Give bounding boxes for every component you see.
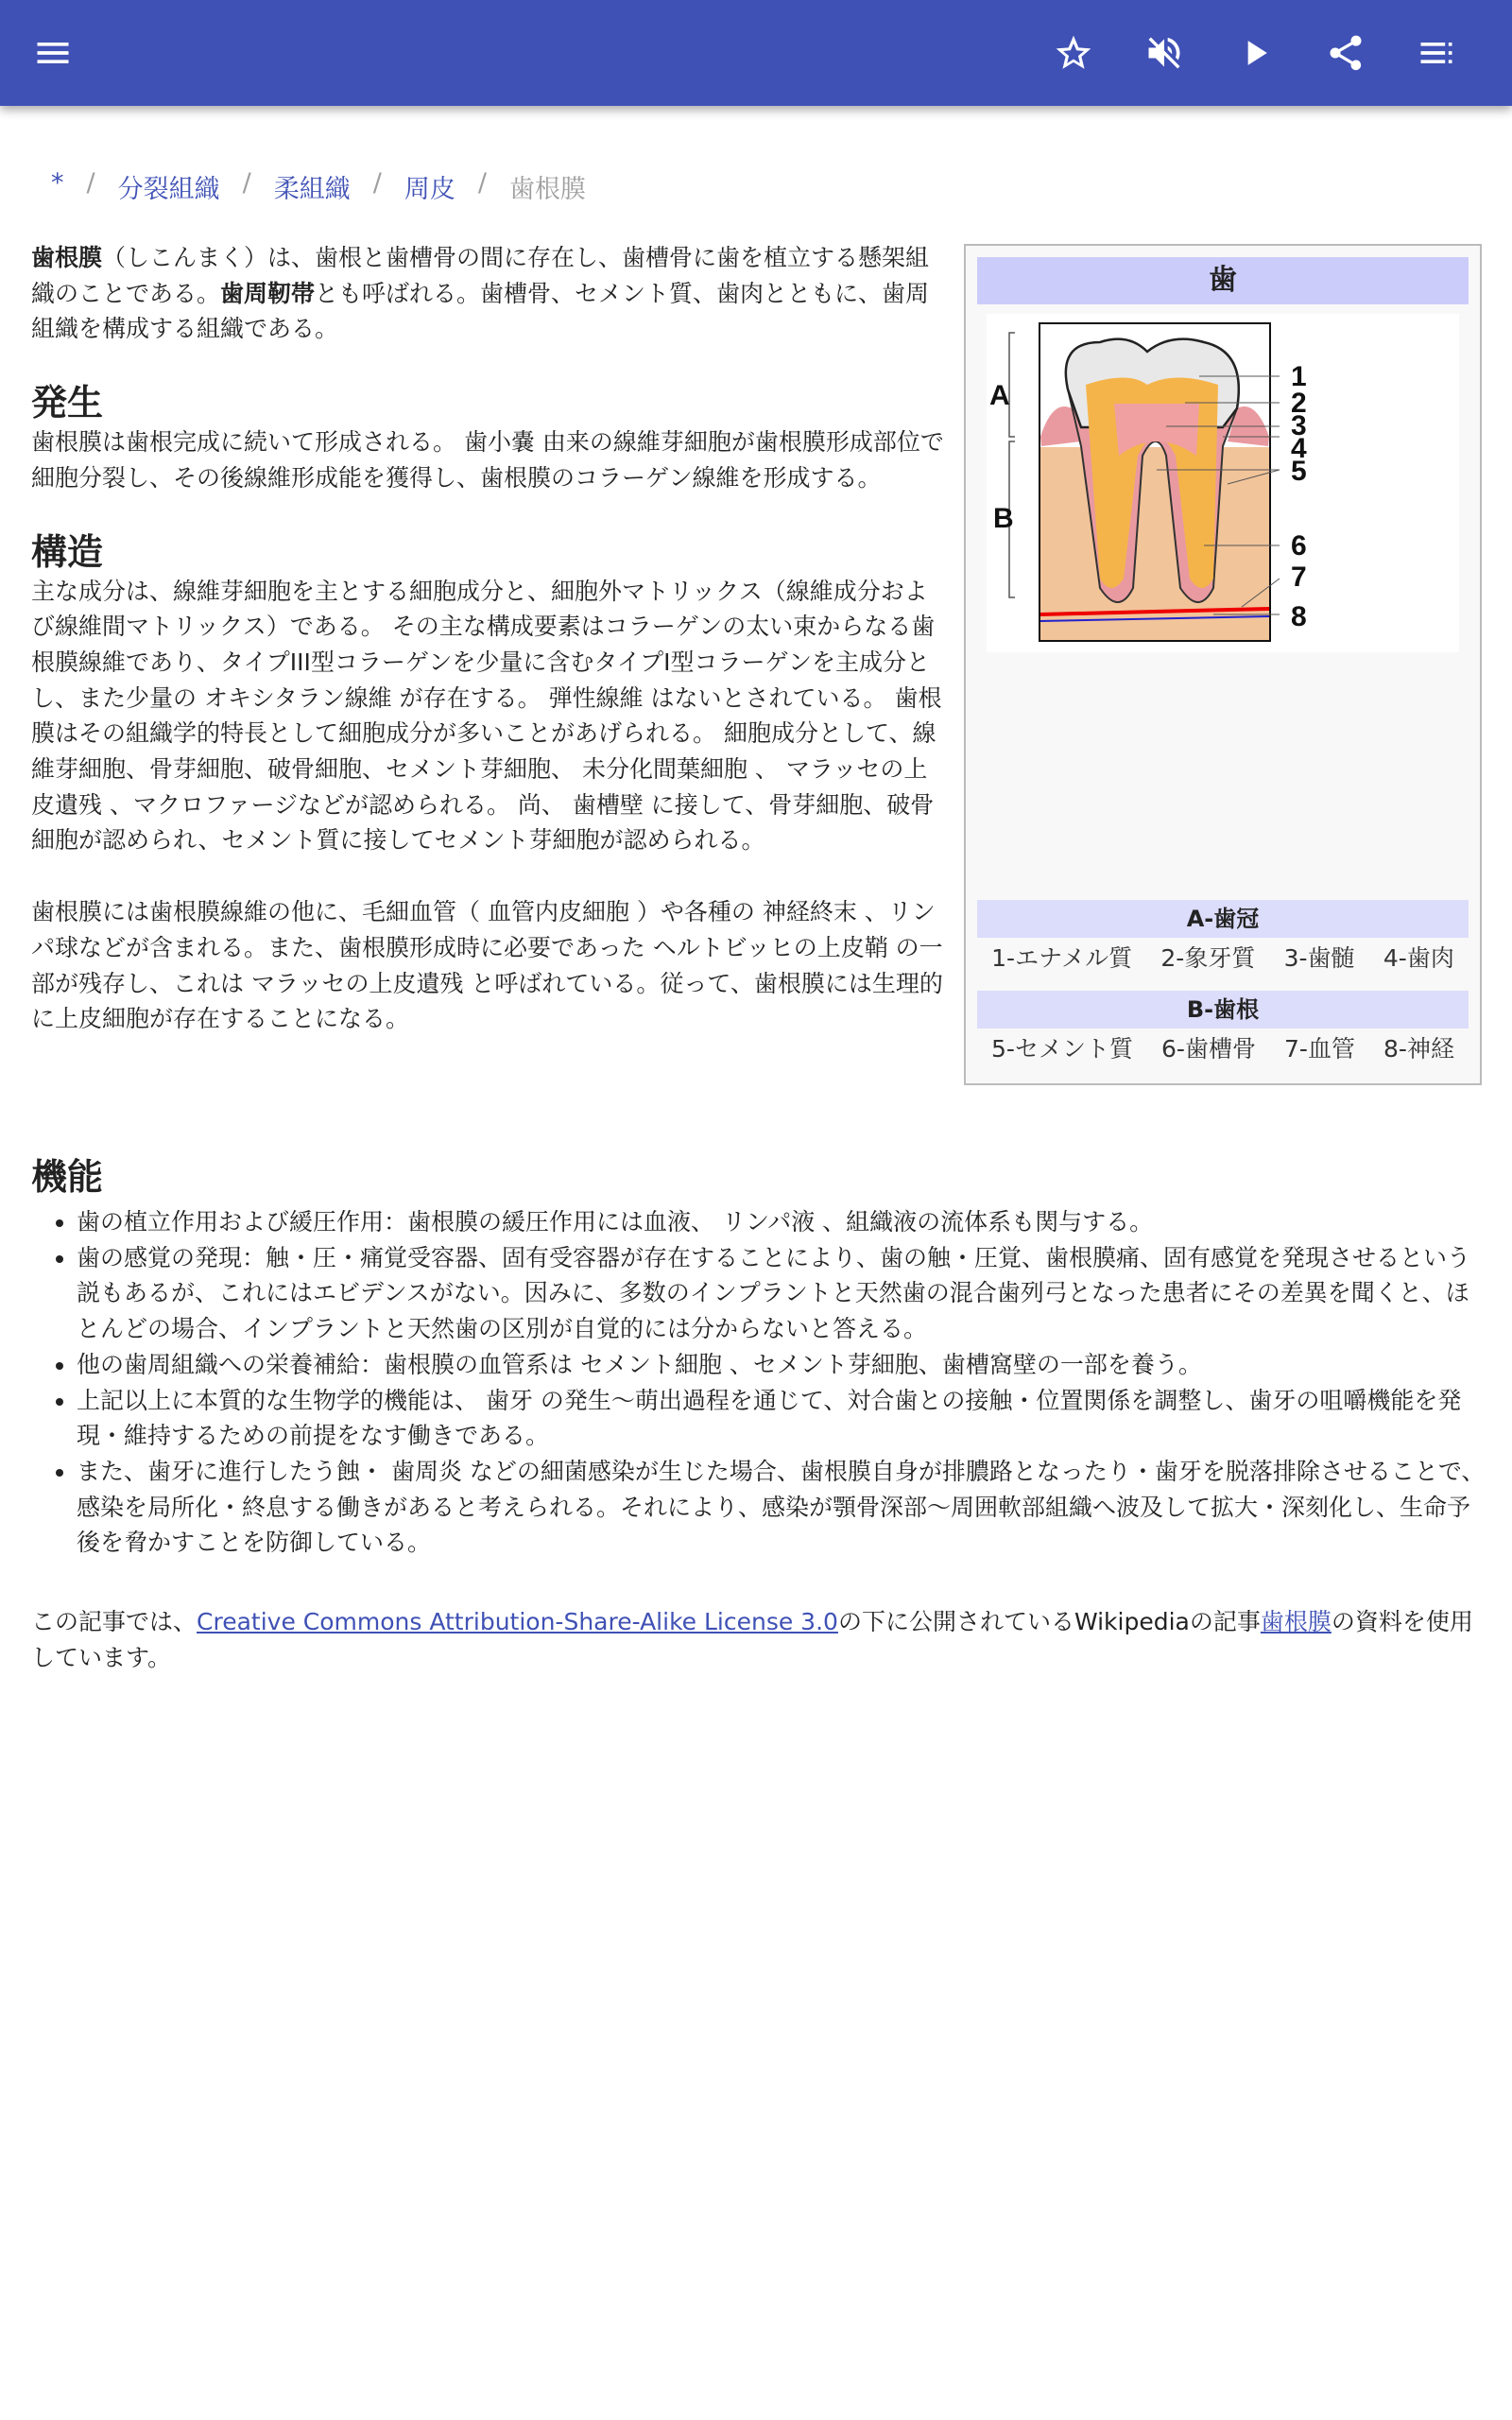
crown-legend bbox=[977, 940, 1469, 977]
breadcrumb-parenchyma[interactable]: 柔組織 bbox=[273, 175, 351, 204]
label-3: 3 bbox=[1291, 410, 1307, 441]
tooth-diagram[interactable] bbox=[987, 314, 1459, 652]
volume-off-icon[interactable] bbox=[1142, 30, 1187, 76]
play-icon[interactable] bbox=[1232, 30, 1278, 76]
breadcrumb-current: 歯根膜 bbox=[508, 175, 586, 204]
legend-item: 1-エナメル質 bbox=[991, 944, 1133, 972]
label-8: 8 bbox=[1291, 601, 1307, 632]
legend-item: 2-象牙質 bbox=[1160, 944, 1256, 972]
article-body bbox=[31, 240, 944, 1037]
legend-item: 8-神経 bbox=[1383, 1035, 1454, 1063]
playlist-icon[interactable] bbox=[1414, 30, 1459, 76]
list-item: • 歯の植立作用および緩圧作用：歯根膜の緩圧作用には血液、 リンパ液 、組織液の流体系も関与する。 bbox=[77, 1204, 1486, 1240]
legend-item: 4-歯肉 bbox=[1383, 944, 1454, 972]
root-legend bbox=[977, 1030, 1469, 1068]
footer-text-2: の下に公開されているWikipediaの記事 bbox=[837, 1608, 1261, 1636]
infobox-title: 歯 bbox=[977, 257, 1469, 304]
function-list bbox=[77, 1204, 1486, 1561]
breadcrumb-periderm[interactable]: 周皮 bbox=[404, 175, 455, 204]
share-icon[interactable] bbox=[1323, 30, 1368, 76]
structure-paragraph-2: 歯根膜には歯根膜線維の他に、毛細血管（ 血管内皮細胞 ）や各種の 神経終末 、リンパ球などが含まれる。また、歯根膜形成時に必要であった ヘルトビッヒの上皮鞘 の一部が残存し、これは マラッセの上皮遺残 と呼ばれている。従って、歯根膜には生理的に上皮細胞が存在することになる。 bbox=[31, 898, 943, 1033]
development-paragraph: 歯根膜は歯根完成に続いて形成される。 歯小嚢 由来の線維芽細胞が歯根膜形成部位で細胞分裂し、その後線維形成能を獲得し、歯根膜のコラーゲン線維を形成する。 bbox=[31, 428, 944, 492]
breadcrumb-meristem[interactable]: 分裂組織 bbox=[117, 175, 220, 204]
heading-structure: 構造 bbox=[31, 530, 104, 573]
label-a: A bbox=[989, 380, 1010, 411]
legend-item: 7-血管 bbox=[1284, 1035, 1355, 1063]
intro-text-2: とも呼ばれる。歯槽骨、セメント質、歯肉とともに、歯周組織を構成する組織である。 bbox=[31, 279, 930, 343]
label-5: 5 bbox=[1291, 456, 1307, 487]
crown-header: A-歯冠 bbox=[977, 900, 1469, 938]
label-2: 2 bbox=[1291, 388, 1307, 419]
intro-paragraph bbox=[31, 240, 944, 347]
breadcrumb: * / 分裂組織 / 柔組織 / 周皮 / 歯根膜 bbox=[51, 168, 586, 204]
alias-bold: 歯周靭帯 bbox=[220, 279, 316, 307]
license-footer bbox=[31, 1604, 1486, 1675]
legend-item: 6-歯槽骨 bbox=[1161, 1035, 1256, 1063]
list-item: • 他の歯周組織への栄養補給：歯根膜の血管系は セメント細胞 、セメント芽細胞、歯槽窩壁の一部を養う。 bbox=[77, 1347, 1486, 1383]
function-section bbox=[31, 1155, 1486, 1675]
article-link[interactable]: 歯根膜 bbox=[1260, 1608, 1332, 1636]
footer-text: この記事では、 bbox=[31, 1608, 198, 1636]
app-bar bbox=[0, 0, 1512, 106]
label-1: 1 bbox=[1291, 361, 1307, 392]
footer-text-3: の資料を使用しています。 bbox=[31, 1608, 1473, 1671]
list-item: • 上記以上に本質的な生物学的機能は、 歯牙 の発生〜萌出過程を通じて、対合歯との接触・位置関係を調整し、歯牙の咀嚼機能を発現・維持するための前提をなす働きである。 bbox=[77, 1383, 1486, 1454]
infobox bbox=[964, 244, 1482, 1085]
term-bold: 歯根膜 bbox=[31, 244, 103, 271]
list-item: • 歯の感覚の発現：触・圧・痛覚受容器、固有受容器が存在することにより、歯の触・圧覚、歯根膜痛、固有感覚を発現させるという説もあるが、これにはエビデンスがない。因みに、多数のインプラントと天然歯の混合歯列弓となった患者にその差異を聞くと、ほとんどの場合、インプラントと天然歯の区別が自覚的には分からないと答える。 bbox=[77, 1240, 1486, 1347]
list-item: • また、歯牙に進行したう蝕・ 歯周炎 などの細菌感染が生じた場合、歯根膜自身が排膿路となったり・歯牙を脱落排除させることで、感染を局所化・終息する働きがあると考えられる。それにより、感染が顎骨深部〜周囲軟部組織へ波及して拡大・深刻化し、生命予後を脅かすことを防御している。 bbox=[77, 1454, 1486, 1561]
intro-text: （しこんまく）は、歯根と歯槽骨の間に存在し、歯槽骨に歯を植立する懸架組織のことである。 bbox=[31, 244, 930, 307]
breadcrumb-root[interactable]: * bbox=[51, 168, 64, 198]
legend-item: 5-セメント質 bbox=[991, 1035, 1133, 1063]
tooth-illustration bbox=[987, 314, 1459, 652]
label-7: 7 bbox=[1291, 562, 1307, 593]
heading-development: 発生 bbox=[31, 382, 104, 424]
star-icon[interactable] bbox=[1051, 30, 1096, 76]
label-4: 4 bbox=[1291, 433, 1307, 464]
legend-item: 3-歯髄 bbox=[1283, 944, 1355, 972]
label-6: 6 bbox=[1291, 530, 1307, 562]
license-link[interactable]: Creative Commons Attribution-Share-Alike License 3.0 bbox=[197, 1608, 838, 1636]
heading-function: 機能 bbox=[31, 1156, 104, 1198]
menu-icon[interactable] bbox=[30, 30, 76, 76]
structure-paragraph-1: 主な成分は、線維芽細胞を主とする細胞成分と、細胞外マトリックス（線維成分および線維間マトリックス）である。 その主な構成要素はコラーゲンの太い束からなる歯根膜線維であり、タイプIII型コラーゲンを少量に含むタイプI型コラーゲンを主成分とし、また少量の オキシタラン線維 が存在する。 弾性線維 はないとされている。 歯根膜はその組織学的特長として細胞成分が多いことがあげられる。 細胞成分として、線維芽細胞、骨芽細胞、破骨細胞、セメント芽細胞、 未分化間葉細胞 、 マラッセの上皮遺残 、マクロファージなどが認められる。 尚、 歯槽壁 に接して、骨芽細胞、破骨細胞が認められ、セメント質に接してセメント芽細胞が認められる。 bbox=[31, 577, 942, 855]
root-header: B-歯根 bbox=[977, 991, 1469, 1028]
label-b: B bbox=[993, 503, 1014, 534]
